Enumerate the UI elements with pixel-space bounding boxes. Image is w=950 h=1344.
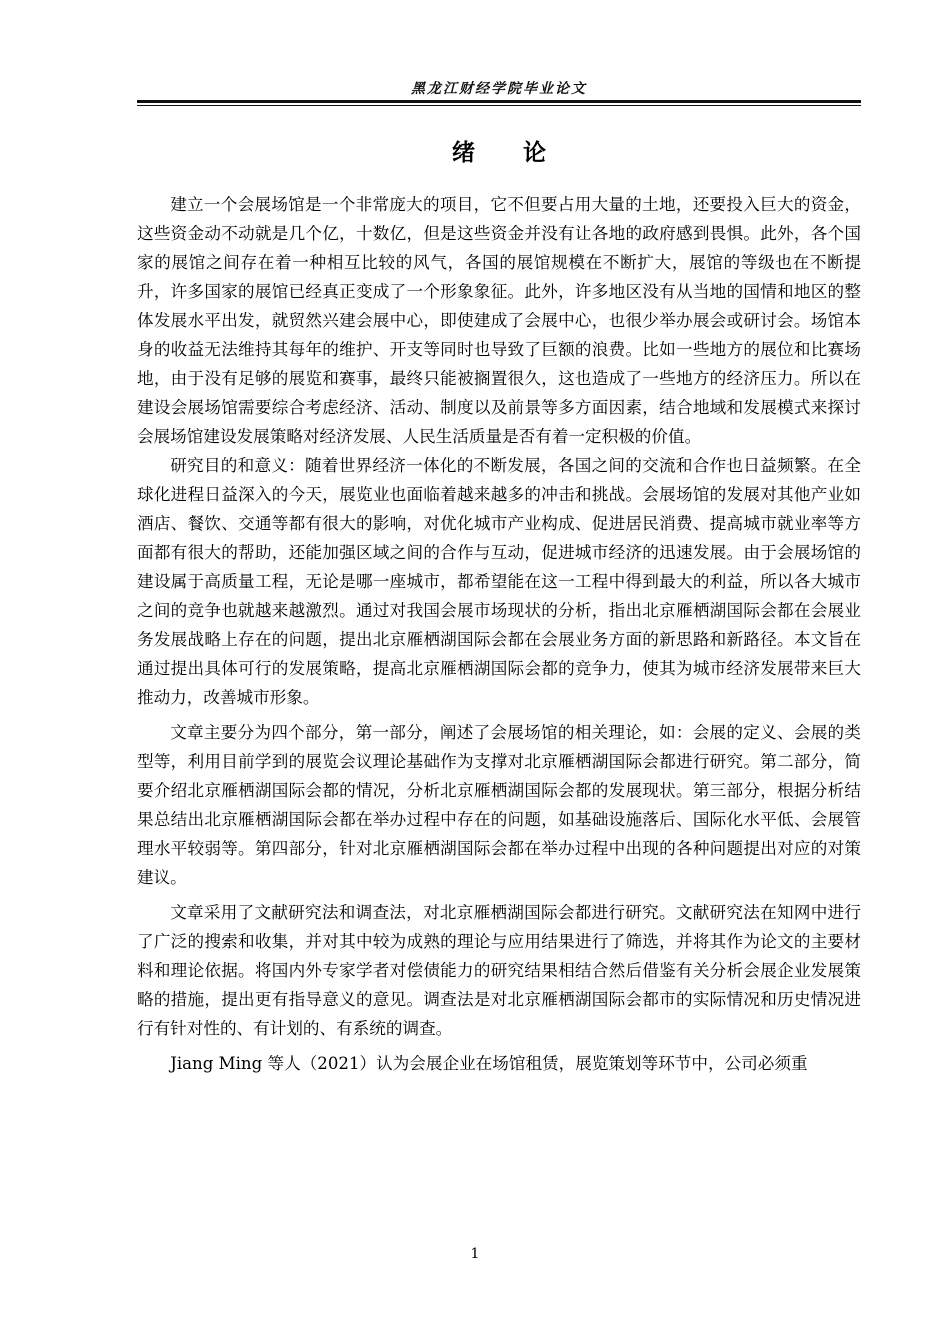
header-rule-thick — [137, 100, 861, 103]
body-text — [137, 190, 861, 1078]
paragraph-5: Jiang Ming 等人（2021）认为会展企业在场馆租赁，展览策划等环节中，公司必须重 — [170, 1054, 808, 1073]
paragraph-2: 研究目的和意义：随着世界经济一体化的不断发展，各国之间的交流和合作也日益频繁。在全球化进程日益深入的今天，展览业也面临着越来越多的冲击和挑战。会展场馆的发展对其他产业如酒店、餐饮、交通等都有很大的影响，对优化城市产业构成、促进居民消费、提高城市就业率等方面都有很大的帮助，还能加强区域之间的合作与互动，促进城市经济的迅速发展。由于会展场馆的建设属于高质量工程，无论是哪一座城市，都希望能在这一工程中得到最大的利益，所以各大城市之间的竞争也就越来越激烈。通过对我国会展市场现状的分析，指出北京雁栖湖国际会都在会展业务发展战略上存在的问题，提出北京雁栖湖国际会都在会展业务方面的新思路和新路径。本文旨在通过提出具体可行的发展策略，提高北京雁栖湖国际会都的竞争力，使其为城市经济发展带来巨大推动力，改善城市形象。 — [137, 456, 861, 707]
header-rule-thin — [137, 105, 861, 106]
title-char-2: 论 — [523, 140, 546, 166]
paragraph-1: 建立一个会展场馆是一个非常庞大的项目，它不但要占用大量的土地，还要投入巨大的资金，这些资金动不动就是几个亿，十数亿，但是这些资金并没有让各地的政府感到畏惧。此外，各个国家的展馆之间存在着一种相互比较的风气，各国的展馆规模在不断扩大，展馆的等级也在不断提升，许多国家的展馆已经真正变成了一个形象象征。此外，许多地区没有从当地的国情和地区的整体发展水平出发，就贸然兴建会展中心，即使建成了会展中心，也很少举办展会或研讨会。场馆本身的收益无法维持其每年的维护、开支等同时也导致了巨额的浪费。比如一些地方的展位和比赛场地，由于没有足够的展览和赛事，最终只能被搁置很久，这也造成了一些地方的经济压力。所以在建设会展场馆需要综合考虑经济、活动、制度以及前景等多方面因素，结合地域和发展模式来探讨会展场馆建设发展策略对经济发展、人民生活质量是否有着一定积极的价值。 — [137, 195, 861, 446]
page-number: 1 — [470, 1246, 480, 1262]
paragraph-4: 文章采用了文献研究法和调查法，对北京雁栖湖国际会都进行研究。文献研究法在知网中进行了广泛的搜索和收集，并对其中较为成熟的理论与应用结果进行了筛选，并将其作为论文的主要材料和理论依据。将国内外专家学者对偿债能力的研究结果相结合然后借鉴有关分析会展企业发展策略的措施，提出更有指导意义的意见。调查法是对北京雁栖湖国际会都市的实际情况和历史情况进行有针对性的、有计划的、有系统的调查。 — [137, 903, 861, 1038]
chapter-title — [137, 138, 861, 168]
title-char-1: 绪 — [452, 140, 475, 166]
running-header: 黑龙江财经学院毕业论文 — [411, 81, 587, 97]
paragraph-3: 文章主要分为四个部分，第一部分，阐述了会展场馆的相关理论，如：会展的定义、会展的类型等，利用目前学到的展览会议理论基础作为支撑对北京雁栖湖国际会都进行研究。第二部分，简要介绍北京雁栖湖国际会都的情况，分析北京雁栖湖国际会都的发展现状。第三部分，根据分析结果总结出北京雁栖湖国际会都在举办过程中存在的问题，如基础设施落后、国际化水平低、会展管理水平较弱等。第四部分，针对北京雁栖湖国际会都在举办过程中出现的各种问题提出对应的对策建议。 — [137, 723, 861, 887]
